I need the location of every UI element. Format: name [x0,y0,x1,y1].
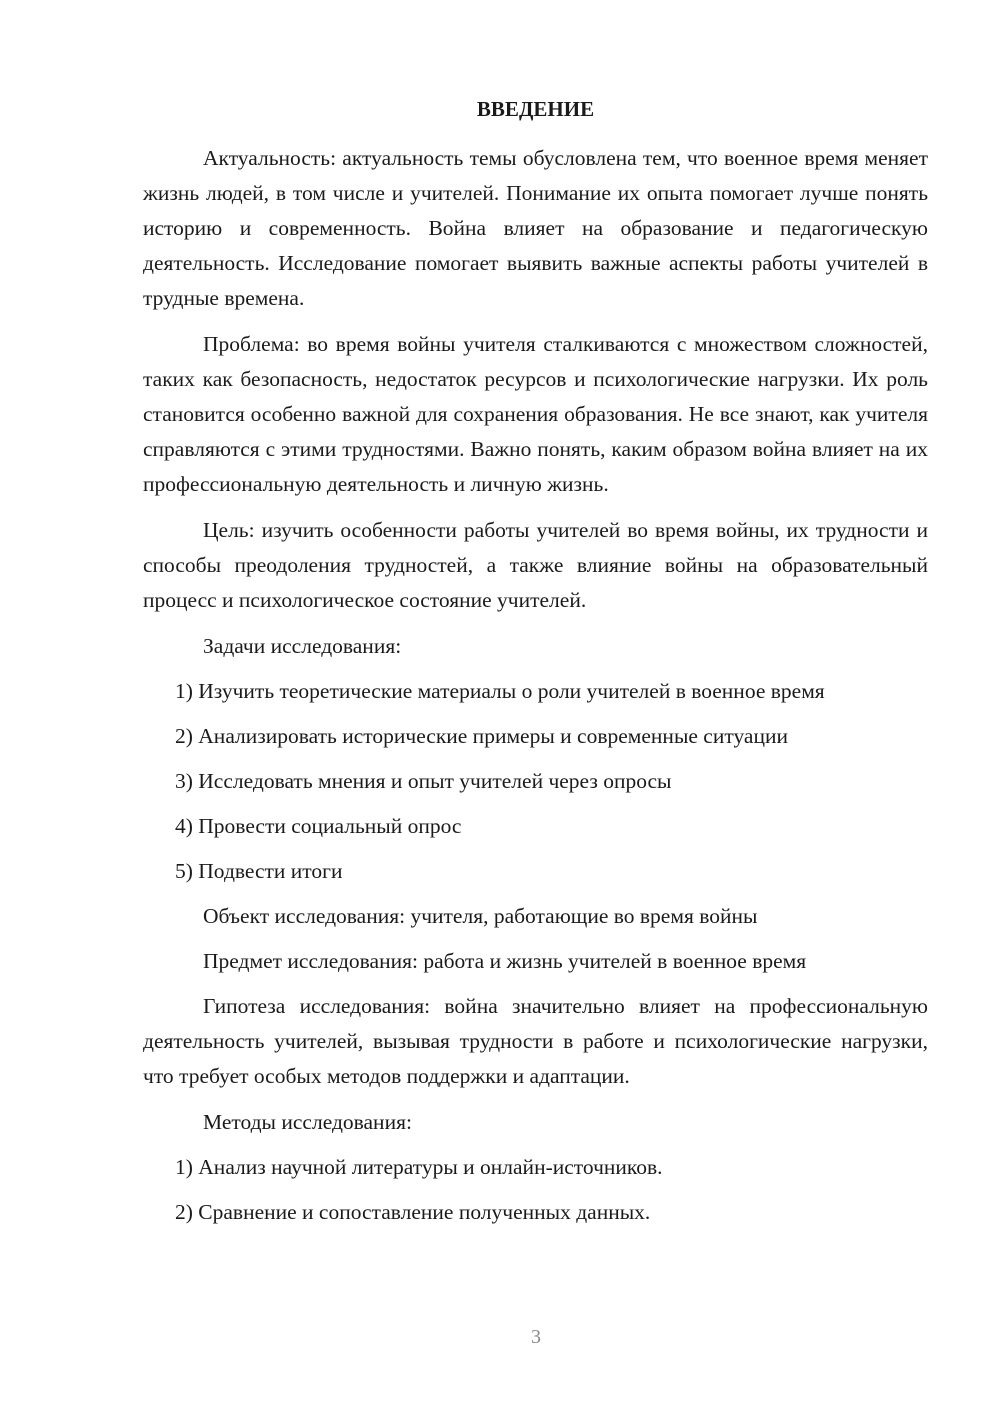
goal-paragraph: Цель: изучить особенности работы учителей во время войны, их трудности и способы преодоления трудностей, а также влияние войны на образовательный процесс и психологическое состояние учителей. [143,518,928,612]
section-title: ВВЕДЕНИЕ [476,97,595,121]
method-item: 2) Сравнение и сопоставление полученных данных. [175,1200,651,1224]
document-page [143,92,928,1240]
task-item: 4) Провести социальный опрос [175,814,462,838]
methods-list [143,1150,928,1230]
task-item: 2) Анализировать исторические примеры и современные ситуации [175,724,788,748]
research-subject: Предмет исследования: работа и жизнь учителей в военное время [203,949,807,973]
method-item: 1) Анализ научной литературы и онлайн-источников. [175,1155,663,1179]
hypothesis-paragraph: Гипотеза исследования: война значительно влияет на профессиональную деятельность учителей, вызывая трудности в работе и психологические нагрузки, что требует особых методов поддержки и адаптации. [143,994,928,1088]
task-item: 3) Исследовать мнения и опыт учителей через опросы [175,769,672,793]
relevance-paragraph: Актуальность: актуальность темы обусловлена тем, что военное время меняет жизнь людей, в том числе и учителей. Понимание их опыта помогает лучше понять историю и современность. Война влияет на образование и педагогическую деятельность. Исследование помогает выявить важные аспекты работы учителей в трудные времена. [143,146,928,310]
tasks-heading: Задачи исследования: [203,634,402,658]
task-item: 5) Подвести итоги [175,859,343,883]
task-item: 1) Изучить теоретические материалы о роли учителей в военное время [175,679,825,703]
problem-paragraph: Проблема: во время войны учителя сталкиваются с множеством сложностей, таких как безопасность, недостаток ресурсов и психологические нагрузки. Их роль становится особенно важной для сохранения образования. Не все знают, как учителя справляются с этими трудностями. Важно понять, каким образом война влияет на их профессиональную деятельность и личную жизнь. [143,332,928,496]
page-number: 3 [531,1326,541,1348]
research-object: Объект исследования: учителя, работающие во время войны [203,904,758,928]
tasks-list [143,674,928,889]
methods-heading: Методы исследования: [203,1110,412,1134]
